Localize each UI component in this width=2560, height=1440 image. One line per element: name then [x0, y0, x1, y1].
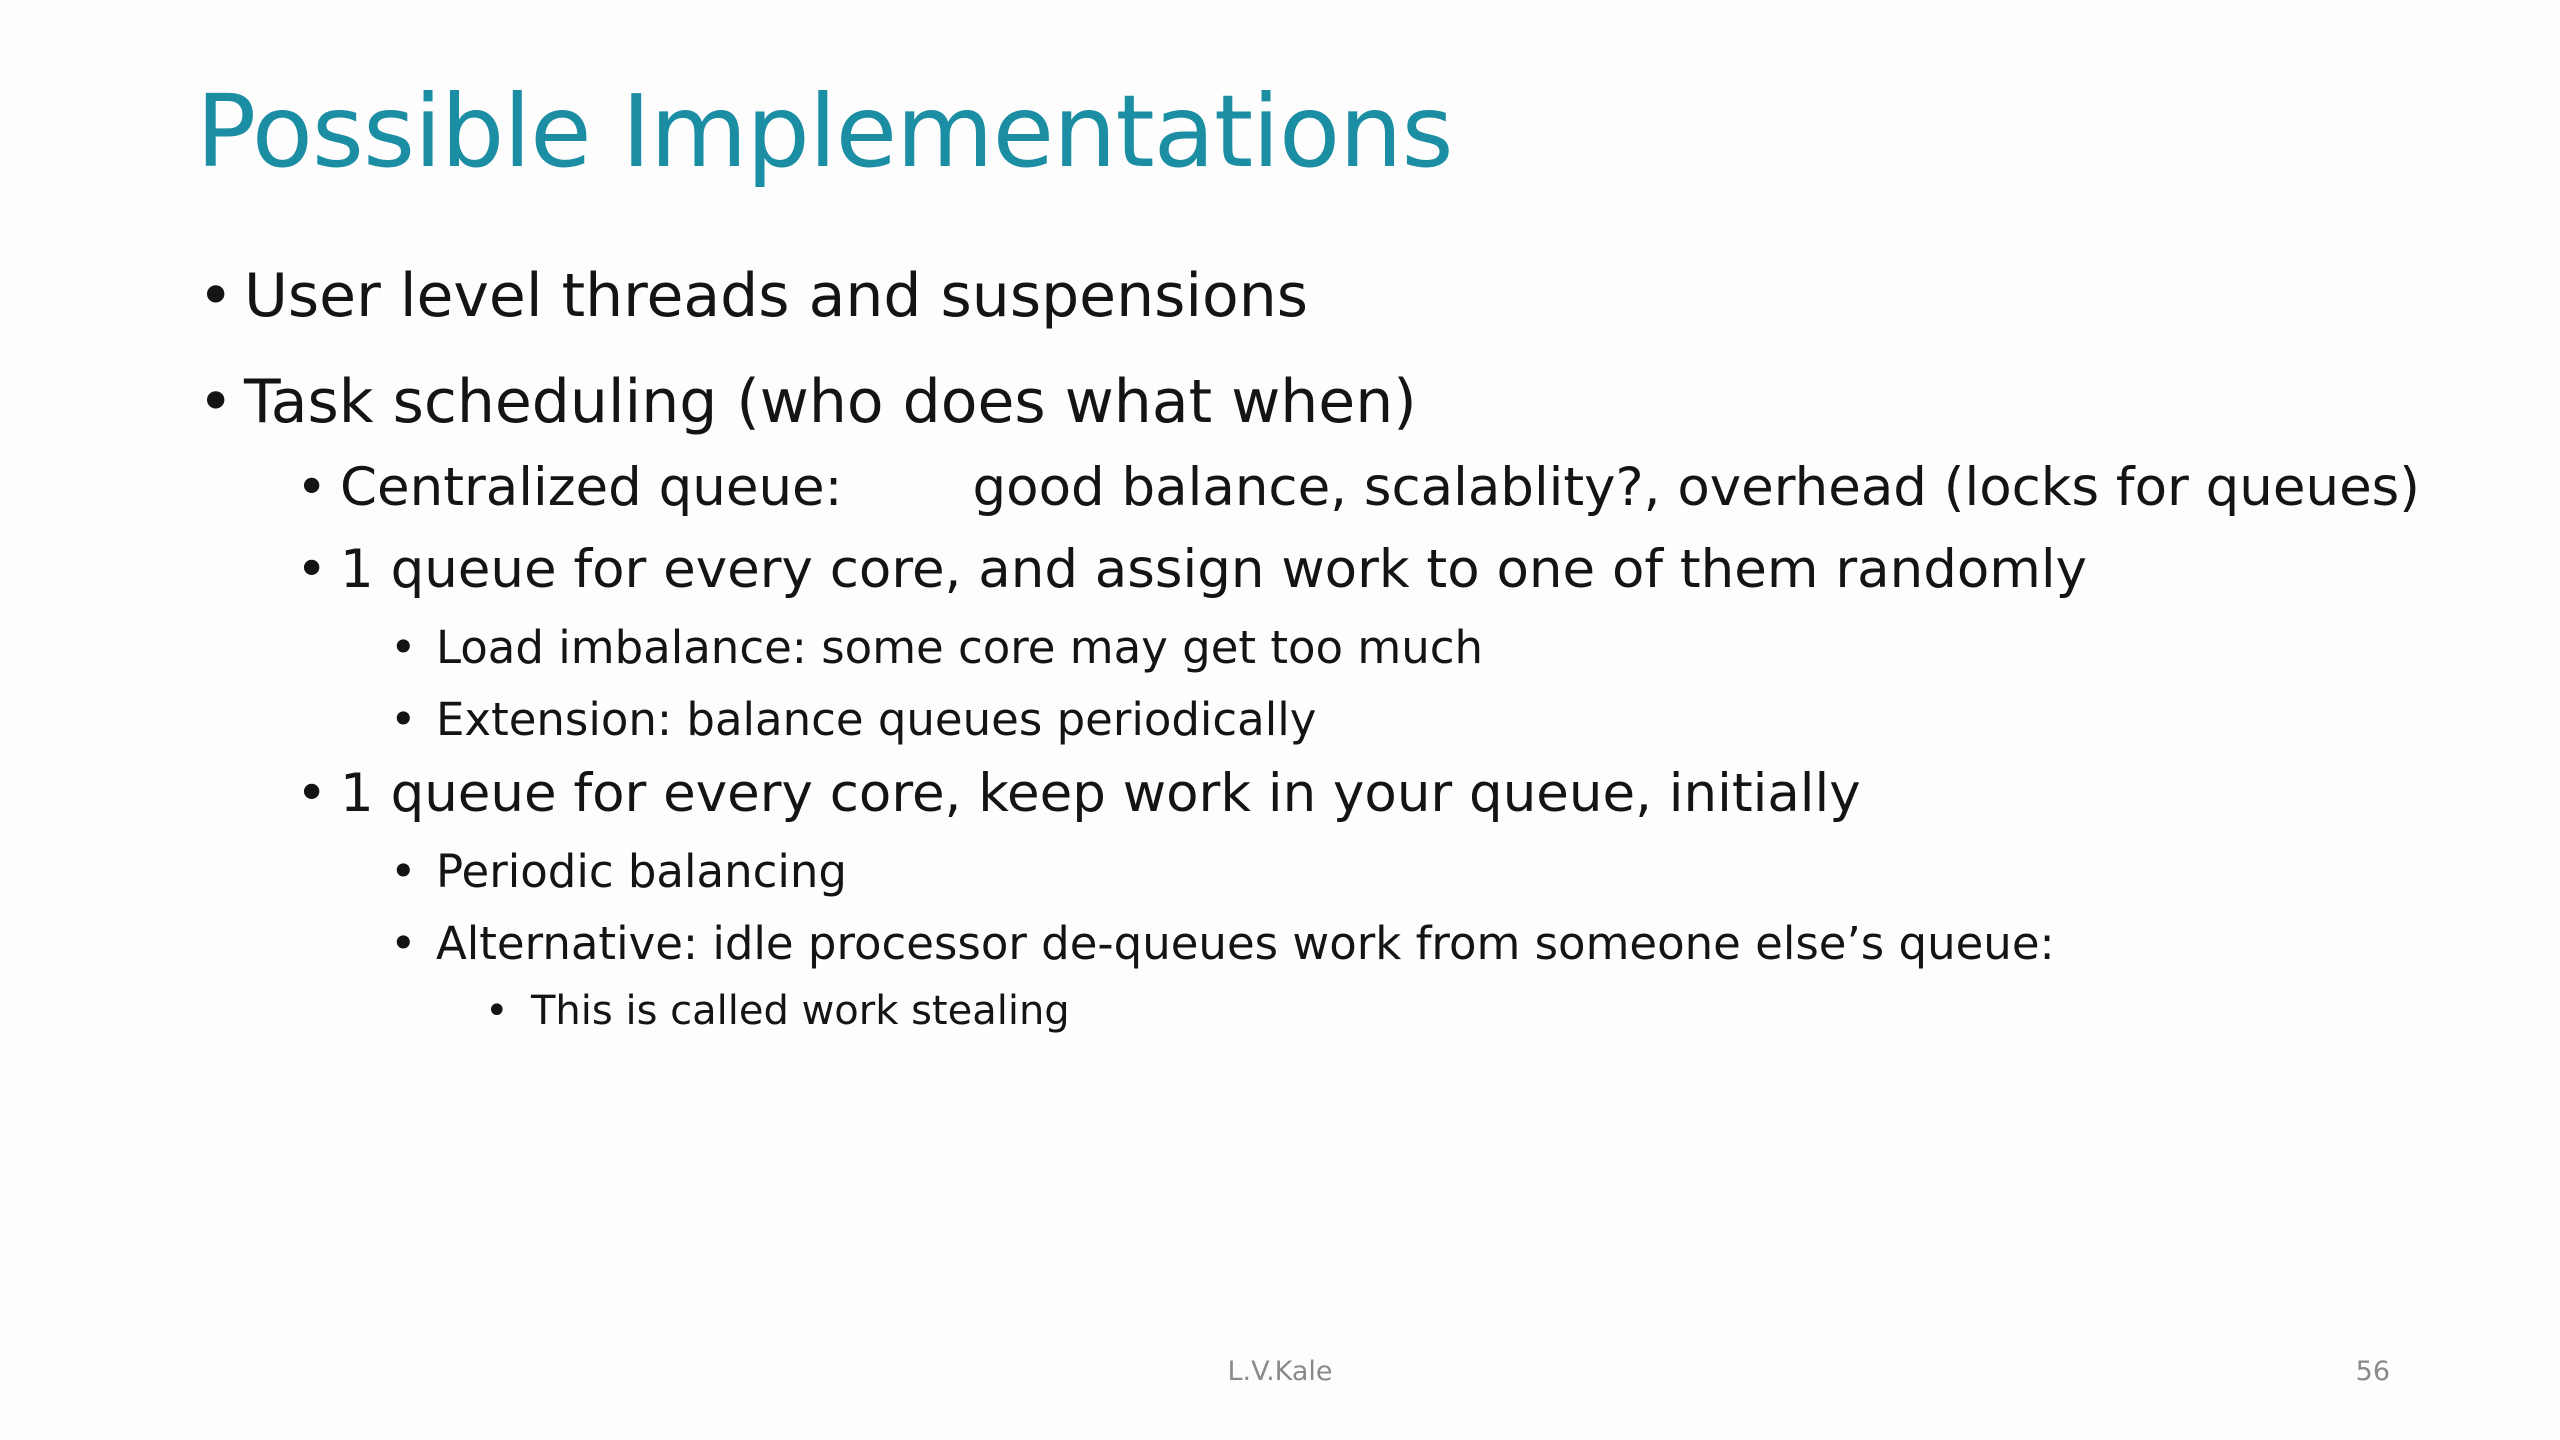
bullet-marker: • [296, 539, 328, 600]
bullet-text: Extension: balance queues periodically [436, 693, 1317, 746]
bullet-marker: • [198, 261, 234, 331]
bullet-marker: • [485, 988, 509, 1034]
bullet-detail: good balance, scalablity?, overhead (locks for queues) [972, 457, 2420, 518]
bullet-item-load-imbalance [390, 617, 1483, 679]
bullet-item-user-level-threads [198, 256, 1309, 336]
bullet-label: Centralized queue: [340, 457, 843, 518]
bullet-item-work-stealing [485, 983, 1070, 1039]
bullet-marker: • [198, 367, 234, 437]
bullet-item-extension [390, 689, 1317, 751]
bullet-text: This is called work stealing [531, 988, 1070, 1034]
bullet-marker: • [390, 621, 417, 674]
bullet-marker: • [296, 457, 328, 518]
bullet-item-task-scheduling [198, 362, 1417, 442]
bullet-item-queue-per-core-random [296, 534, 2087, 606]
bullet-item-centralized-queue [296, 452, 2420, 524]
bullet-text: User level threads and suspensions [244, 261, 1309, 331]
bullet-item-alternative [390, 913, 2055, 975]
bullet-item-periodic-balancing [390, 841, 847, 903]
bullet-marker: • [390, 917, 417, 970]
footer-page-number: 56 [2355, 1356, 2390, 1387]
bullet-text: Periodic balancing [436, 845, 847, 898]
bullet-text: 1 queue for every core, keep work in your queue, initially [340, 763, 1861, 824]
bullet-marker: • [390, 845, 417, 898]
bullet-item-queue-per-core-keep [296, 758, 1861, 830]
bullet-marker: • [296, 763, 328, 824]
bullet-marker: • [390, 693, 417, 746]
bullet-text: Task scheduling (who does what when) [244, 367, 1417, 437]
footer-author: L.V.Kale [1227, 1356, 1333, 1387]
bullet-text: Alternative: idle processor de-queues work from someone else’s queue: [436, 917, 2055, 970]
bullet-text: Load imbalance: some core may get too much [436, 621, 1483, 674]
slide-title: Possible Implementations [196, 73, 1453, 190]
bullet-text: 1 queue for every core, and assign work to one of them randomly [340, 539, 2087, 600]
